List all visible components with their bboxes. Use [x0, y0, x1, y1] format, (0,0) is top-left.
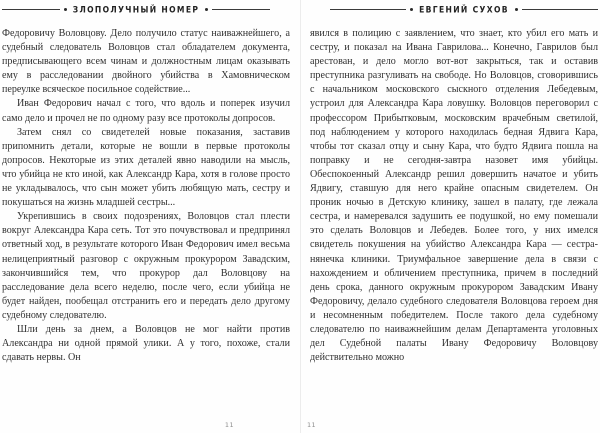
- paragraph: явился в полицию с заявлением, что знает, кто убил его мать и сестру, и показал на Ивана Гаврилова... Конечно, Гаврилов был арестован, и дело могло вот-вот закрыться, так и оставив преступника разгуливать на свободе. Но Воловцов, сговорившись с начальником московского сыскного отделения Лебедевым, устроил для Александра Кара ловушку. Воловцов переговорил с профессором Прибытковым, московским врачебным светилой, под наблюдением у которого находилась бедная Ядвига Кара, чтобы тот сказал отцу и сыну Кара, что будто Ядвига пошла на поправку и не сегодня-завтра назовет имя убийцы. Обеспокоенный Александр решил довершить начатое и убить Ядвигу, ставшую для него крайне опасным свидетелем. Он проник ночью в Детскую клинику, зашел в палату, где лежала сестра, и намеревался задушить ее подушкой, но ему помешали это сделать Воловцов и Лебедев. Более того, у них имелся свидетель покушения на убийство Александра Кара — сестра-нянечка клиники. Триумфальное завершение дела в связи с нахождением и обличением преступника, причем в последний день срока, данного окружным прокурором Завадским Ивану Федоровичу, делало судебного следователя Воловцова героем дня и несомненным победителем. После такого дела судебному следователю по наиважнейшим делам Департамента уголовных дел Судебной палаты Ивану Федоровичу Воловцову действительно можно: [310, 28, 598, 364]
- paragraph: Укрепившись в своих подозрениях, Воловцов стал плести вокруг Александра Кара сеть. Тот это почувствовал и предпринял ответный ход, в результате которого Иван Федорович имел весьма нелицеприятный разговор с окружным прокурором Завадским, закончившийся тем, что прокурор дал Воловцову на расследование дела всего неделю, после чего, если убийца не будет найден, пообещал отстранить его и передать дело другому судебному следователю.: [2, 211, 290, 321]
- left-page-body: [2, 27, 290, 365]
- right-running-head: [310, 1, 598, 18]
- rule-right-icon: [212, 9, 270, 10]
- right-page-body: [310, 27, 598, 365]
- bullet-dot-icon: [515, 8, 518, 11]
- paragraph: Затем снял со свидетелей новые показания, заставив припомнить детали, которые не вошли в первые протоколы допросов. Некоторые из этих деталей явно наводили на мысль, что убийца не кто иной, как Александр Кара, хотя в голове просто не укладывалось, что сын может убить любящую мать, сестру и покушаться на жизнь младшей сестры...: [2, 126, 290, 209]
- left-page-folio: 11: [224, 421, 234, 429]
- right-running-head-title: ЕВГЕНИЙ СУХОВ: [419, 4, 509, 15]
- rule-right-icon: [522, 9, 598, 10]
- right-page-folio: 11: [307, 421, 317, 429]
- left-running-head-title: ЗЛОПОЛУЧНЫЙ НОМЕР: [72, 4, 200, 15]
- bullet-dot-icon: [205, 8, 208, 11]
- paragraph: Федоровичу Воловцову. Дело получило статус наиважнейшего, а судебный следователь Воловцов стал обладателем документа, предписывающего всем чинам и должностным лицам оказывать ему в расследовании двойного убийства в Хамовническом переулке всяческое посильное содействие...: [2, 28, 290, 96]
- right-page: [300, 0, 600, 433]
- left-running-head: [2, 1, 290, 18]
- paragraph: Шли день за днем, а Воловцов не мог найти против Александра ни одной прямой улики. А у того, похоже, стали сдавать нервы. Он: [2, 323, 290, 364]
- rule-left-icon: [330, 9, 406, 10]
- bullet-dot-icon: [64, 8, 67, 11]
- paragraph: Иван Федорович начал с того, что вдоль и поперек изучил само дело и прочел не по одному разу все протоколы допросов.: [2, 98, 290, 124]
- rule-left-icon: [2, 9, 60, 10]
- bullet-dot-icon: [410, 8, 413, 11]
